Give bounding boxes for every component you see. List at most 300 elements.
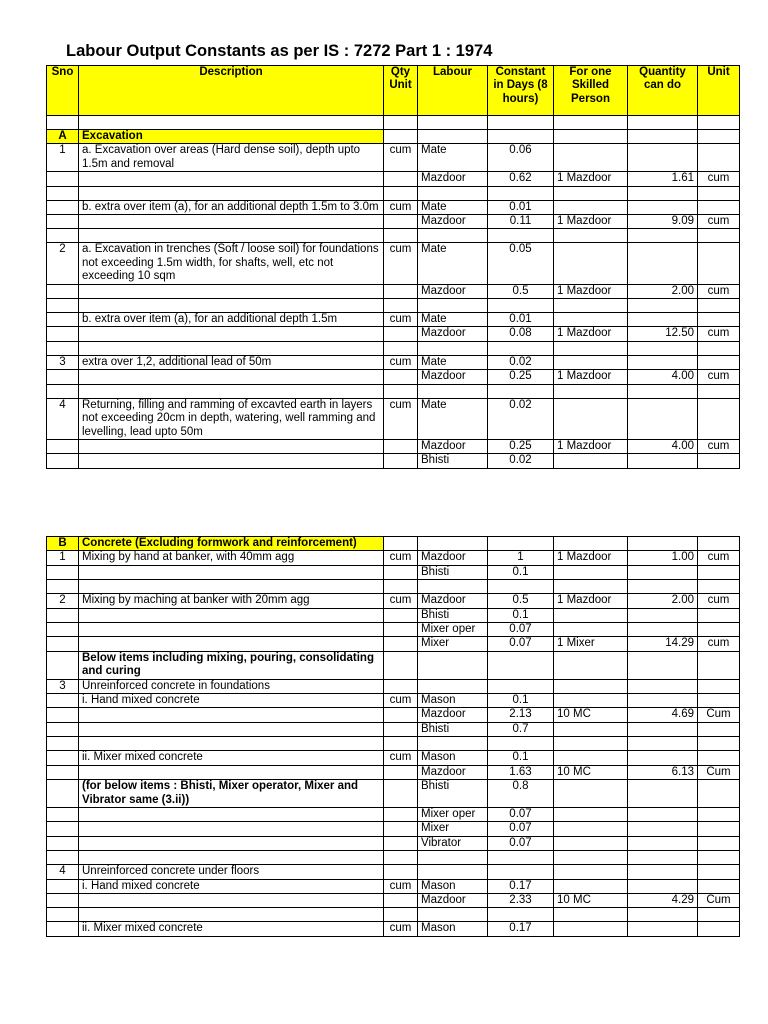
description-cell xyxy=(79,172,384,186)
unit-cell xyxy=(698,751,740,765)
quantity-cell: 1.61 xyxy=(628,172,698,186)
for-one-cell: 10 MC xyxy=(554,893,628,907)
unit-cell xyxy=(698,200,740,214)
unit-cell: cum xyxy=(698,637,740,651)
qty-unit-cell xyxy=(384,370,418,384)
quantity-cell xyxy=(628,822,698,836)
for-one-cell: 1 Mazdoor xyxy=(554,172,628,186)
for-one-cell: 1 Mazdoor xyxy=(554,215,628,229)
table-row xyxy=(47,284,740,298)
quantity-cell xyxy=(628,341,698,355)
empty-cell xyxy=(384,116,418,130)
sno-cell: 3 xyxy=(47,355,79,369)
table-row xyxy=(47,355,740,369)
constant-cell: 0.07 xyxy=(488,637,554,651)
sno-cell: 4 xyxy=(47,865,79,879)
header-row xyxy=(47,66,740,116)
unit-cell: cum xyxy=(698,284,740,298)
sno-cell xyxy=(47,623,79,637)
description-cell: Mixing by maching at banker with 20mm agg xyxy=(79,594,384,608)
constant-cell: 0.02 xyxy=(488,454,554,468)
constant-cell xyxy=(488,384,554,398)
constant-cell: 0.1 xyxy=(488,565,554,579)
for-one-cell xyxy=(554,865,628,879)
table-row xyxy=(47,879,740,893)
unit-cell xyxy=(698,780,740,808)
header-sno: Sno xyxy=(47,66,79,116)
for-one-cell: 1 Mazdoor xyxy=(554,284,628,298)
qty-unit-cell xyxy=(384,623,418,637)
constant-cell: 0.05 xyxy=(488,243,554,284)
unit-cell: cum xyxy=(698,370,740,384)
table-row xyxy=(47,765,740,779)
quantity-cell xyxy=(628,313,698,327)
table-row xyxy=(47,608,740,622)
qty-unit-cell xyxy=(384,284,418,298)
constant-cell xyxy=(488,908,554,922)
labour-cell: Mazdoor xyxy=(418,172,488,186)
unit-cell: cum xyxy=(698,551,740,565)
quantity-cell xyxy=(628,229,698,243)
qty-unit-cell: cum xyxy=(384,200,418,214)
for-one-cell: 10 MC xyxy=(554,765,628,779)
labour-cell xyxy=(418,580,488,594)
unit-cell xyxy=(698,737,740,751)
quantity-cell xyxy=(628,454,698,468)
quantity-cell xyxy=(628,865,698,879)
description-cell xyxy=(79,384,384,398)
labour-cell xyxy=(418,651,488,679)
for-one-cell xyxy=(554,398,628,439)
labour-cell: Mixer oper xyxy=(418,623,488,637)
quantity-cell xyxy=(628,908,698,922)
qty-unit-cell: cum xyxy=(384,879,418,893)
description-cell xyxy=(79,836,384,850)
unit-cell: Cum xyxy=(698,708,740,722)
sno-cell xyxy=(47,313,79,327)
sno-cell xyxy=(47,637,79,651)
constant-cell: 0.5 xyxy=(488,284,554,298)
constant-cell xyxy=(488,679,554,693)
qty-unit-cell xyxy=(384,637,418,651)
empty-cell xyxy=(79,116,384,130)
for-one-cell: 1 Mazdoor xyxy=(554,594,628,608)
quantity-cell xyxy=(628,922,698,936)
quantity-cell: 2.00 xyxy=(628,594,698,608)
labour-cell xyxy=(418,229,488,243)
description-cell xyxy=(79,565,384,579)
sno-cell xyxy=(47,737,79,751)
for-one-cell xyxy=(554,608,628,622)
description-cell xyxy=(79,722,384,736)
labour-cell: Bhisti xyxy=(418,565,488,579)
qty-unit-cell: cum xyxy=(384,594,418,608)
quantity-cell xyxy=(628,737,698,751)
for-one-cell xyxy=(554,565,628,579)
qty-unit-cell xyxy=(384,708,418,722)
table-row xyxy=(47,865,740,879)
constant-cell: 0.07 xyxy=(488,623,554,637)
unit-cell xyxy=(698,922,740,936)
constant-cell: 0.1 xyxy=(488,694,554,708)
for-one-cell: 1 Mazdoor xyxy=(554,327,628,341)
table-row xyxy=(47,313,740,327)
unit-cell: cum xyxy=(698,327,740,341)
for-one-cell xyxy=(554,580,628,594)
spacer-row xyxy=(47,851,740,865)
header-description: Description xyxy=(79,66,384,116)
qty-unit-cell: cum xyxy=(384,551,418,565)
sno-cell xyxy=(47,722,79,736)
for-one-cell xyxy=(554,313,628,327)
qty-unit-cell xyxy=(384,229,418,243)
empty-cell xyxy=(418,130,488,144)
table-row xyxy=(47,679,740,693)
labour-cell xyxy=(418,865,488,879)
for-one-cell: 1 Mazdoor xyxy=(554,439,628,453)
unit-cell: cum xyxy=(698,439,740,453)
empty-cell xyxy=(554,116,628,130)
unit-cell xyxy=(698,299,740,313)
constant-cell: 0.02 xyxy=(488,355,554,369)
labour-cell: Vibrator xyxy=(418,836,488,850)
labour-cell: Mazdoor xyxy=(418,439,488,453)
qty-unit-cell xyxy=(384,865,418,879)
constant-cell: 0.5 xyxy=(488,594,554,608)
constant-cell: 0.7 xyxy=(488,722,554,736)
labour-cell xyxy=(418,679,488,693)
description-cell: Below items including mixing, pouring, consolidating and curing xyxy=(79,651,384,679)
for-one-cell xyxy=(554,186,628,200)
page-title: Labour Output Constants as per IS : 7272 Part 1 : 1974 xyxy=(66,42,493,60)
spacer-row xyxy=(47,341,740,355)
constant-cell xyxy=(488,580,554,594)
description-cell: ii. Mixer mixed concrete xyxy=(79,751,384,765)
unit-cell xyxy=(698,879,740,893)
header-labour: Labour xyxy=(418,66,488,116)
sno-cell: 2 xyxy=(47,594,79,608)
unit-cell: cum xyxy=(698,215,740,229)
sno-cell xyxy=(47,780,79,808)
sno-cell xyxy=(47,836,79,850)
unit-cell xyxy=(698,454,740,468)
empty-cell xyxy=(698,130,740,144)
sno-cell xyxy=(47,893,79,907)
sno-cell xyxy=(47,851,79,865)
table-row xyxy=(47,751,740,765)
quantity-cell: 9.09 xyxy=(628,215,698,229)
qty-unit-cell: cum xyxy=(384,751,418,765)
sno-cell xyxy=(47,327,79,341)
labour-cell: Mate xyxy=(418,200,488,214)
qty-unit-cell xyxy=(384,851,418,865)
constant-cell: 1 xyxy=(488,551,554,565)
description-cell: Returning, filling and ramming of excavted earth in layers not exceeding 20cm in depth, watering, well ramming and levelling, lead upto 50m xyxy=(79,398,384,439)
for-one-cell xyxy=(554,679,628,693)
table-row xyxy=(47,822,740,836)
empty-cell xyxy=(384,130,418,144)
description-cell xyxy=(79,893,384,907)
constant-cell: 0.07 xyxy=(488,836,554,850)
section-sno: B xyxy=(47,537,79,551)
quantity-cell: 6.13 xyxy=(628,765,698,779)
spacer-row xyxy=(47,580,740,594)
table-row xyxy=(47,722,740,736)
constant-cell: 0.01 xyxy=(488,313,554,327)
constant-cell: 0.02 xyxy=(488,398,554,439)
unit-cell: cum xyxy=(698,172,740,186)
unit-cell xyxy=(698,565,740,579)
unit-cell xyxy=(698,651,740,679)
labour-cell xyxy=(418,851,488,865)
for-one-cell xyxy=(554,722,628,736)
sno-cell xyxy=(47,229,79,243)
labour-cell: Mason xyxy=(418,922,488,936)
description-cell: extra over 1,2, additional lead of 50m xyxy=(79,355,384,369)
constant-cell xyxy=(488,229,554,243)
constant-cell: 0.25 xyxy=(488,439,554,453)
quantity-cell xyxy=(628,384,698,398)
unit-cell xyxy=(698,229,740,243)
qty-unit-cell xyxy=(384,822,418,836)
quantity-cell xyxy=(628,299,698,313)
labour-cell: Mazdoor xyxy=(418,327,488,341)
qty-unit-cell xyxy=(384,327,418,341)
quantity-cell xyxy=(628,623,698,637)
table-row xyxy=(47,807,740,821)
constant-cell: 0.25 xyxy=(488,370,554,384)
quantity-cell: 14.29 xyxy=(628,637,698,651)
unit-cell xyxy=(698,623,740,637)
qty-unit-cell: cum xyxy=(384,355,418,369)
qty-unit-cell: cum xyxy=(384,144,418,172)
labour-cell: Mazdoor xyxy=(418,893,488,907)
sno-cell xyxy=(47,908,79,922)
quantity-cell xyxy=(628,851,698,865)
description-cell xyxy=(79,215,384,229)
labour-cell: Mazdoor xyxy=(418,551,488,565)
description-cell xyxy=(79,327,384,341)
description-cell xyxy=(79,623,384,637)
sno-cell xyxy=(47,608,79,622)
labour-cell: Mason xyxy=(418,879,488,893)
constant-cell: 0.01 xyxy=(488,200,554,214)
spacer-row xyxy=(47,908,740,922)
header-unit: Unit xyxy=(698,66,740,116)
constant-cell xyxy=(488,737,554,751)
quantity-cell: 4.29 xyxy=(628,893,698,907)
empty-cell xyxy=(698,116,740,130)
table-row xyxy=(47,594,740,608)
labour-cell xyxy=(418,737,488,751)
constant-cell xyxy=(488,186,554,200)
description-cell: Unreinforced concrete in foundations xyxy=(79,679,384,693)
table-row xyxy=(47,439,740,453)
empty-cell xyxy=(488,130,554,144)
quantity-cell xyxy=(628,565,698,579)
quantity-cell xyxy=(628,679,698,693)
unit-cell xyxy=(698,694,740,708)
quantity-cell xyxy=(628,200,698,214)
for-one-cell xyxy=(554,200,628,214)
unit-cell xyxy=(698,836,740,850)
constant-cell: 0.1 xyxy=(488,751,554,765)
unit-cell xyxy=(698,398,740,439)
labour-cell: Mate xyxy=(418,355,488,369)
labour-cell: Mate xyxy=(418,144,488,172)
for-one-cell xyxy=(554,922,628,936)
qty-unit-cell xyxy=(384,439,418,453)
labour-cell: Bhisti xyxy=(418,454,488,468)
constant-cell xyxy=(488,341,554,355)
for-one-cell xyxy=(554,694,628,708)
qty-unit-cell xyxy=(384,341,418,355)
description-cell xyxy=(79,580,384,594)
table-row xyxy=(47,215,740,229)
unit-cell: Cum xyxy=(698,893,740,907)
table-row xyxy=(47,893,740,907)
sno-cell xyxy=(47,172,79,186)
constant-cell: 0.8 xyxy=(488,780,554,808)
empty-cell xyxy=(488,537,554,551)
sno-cell xyxy=(47,751,79,765)
labour-cell: Mazdoor xyxy=(418,708,488,722)
description-cell xyxy=(79,737,384,751)
description-cell xyxy=(79,807,384,821)
constant-cell xyxy=(488,651,554,679)
for-one-cell xyxy=(554,623,628,637)
labour-cell: Mixer oper xyxy=(418,807,488,821)
table-section-b xyxy=(46,536,740,937)
unit-cell xyxy=(698,355,740,369)
table-row xyxy=(47,637,740,651)
table-row xyxy=(47,623,740,637)
description-cell: Mixing by hand at banker, with 40mm agg xyxy=(79,551,384,565)
sno-cell xyxy=(47,370,79,384)
for-one-cell: 10 MC xyxy=(554,708,628,722)
for-one-cell xyxy=(554,144,628,172)
description-cell: (for below items : Bhisti, Mixer operator, Mixer and Vibrator same (3.ii)) xyxy=(79,780,384,808)
labour-cell: Mixer xyxy=(418,822,488,836)
quantity-cell xyxy=(628,879,698,893)
table-row xyxy=(47,144,740,172)
labour-cell: Mazdoor xyxy=(418,215,488,229)
for-one-cell xyxy=(554,384,628,398)
quantity-cell xyxy=(628,751,698,765)
labour-cell: Mason xyxy=(418,751,488,765)
description-cell: i. Hand mixed concrete xyxy=(79,879,384,893)
sno-cell xyxy=(47,765,79,779)
for-one-cell: 1 Mixer xyxy=(554,637,628,651)
description-cell xyxy=(79,908,384,922)
quantity-cell: 4.00 xyxy=(628,439,698,453)
spacer-row xyxy=(47,299,740,313)
constant-cell: 1.63 xyxy=(488,765,554,779)
section-row xyxy=(47,537,740,551)
table-row xyxy=(47,172,740,186)
sno-cell xyxy=(47,215,79,229)
labour-cell: Bhisti xyxy=(418,780,488,808)
description-cell: b. extra over item (a), for an additional depth 1.5m xyxy=(79,313,384,327)
unit-cell xyxy=(698,865,740,879)
description-cell: i. Hand mixed concrete xyxy=(79,694,384,708)
empty-cell xyxy=(418,537,488,551)
table-row xyxy=(47,243,740,284)
sno-cell xyxy=(47,879,79,893)
spacer-row xyxy=(47,384,740,398)
qty-unit-cell xyxy=(384,893,418,907)
empty-cell xyxy=(488,116,554,130)
quantity-cell xyxy=(628,355,698,369)
header-for-one: For one Skilled Person xyxy=(554,66,628,116)
for-one-cell xyxy=(554,243,628,284)
qty-unit-cell xyxy=(384,565,418,579)
spacer-row xyxy=(47,737,740,751)
unit-cell xyxy=(698,384,740,398)
table-row xyxy=(47,708,740,722)
sno-cell: 3 xyxy=(47,679,79,693)
unit-cell xyxy=(698,908,740,922)
unit-cell xyxy=(698,186,740,200)
sno-cell xyxy=(47,694,79,708)
quantity-cell: 2.00 xyxy=(628,284,698,298)
constant-cell: 0.17 xyxy=(488,879,554,893)
for-one-cell xyxy=(554,355,628,369)
labour-cell: Mixer xyxy=(418,637,488,651)
header-quantity: Quantity can do xyxy=(628,66,698,116)
for-one-cell xyxy=(554,822,628,836)
empty-cell xyxy=(554,130,628,144)
qty-unit-cell xyxy=(384,580,418,594)
sno-cell xyxy=(47,580,79,594)
for-one-cell xyxy=(554,908,628,922)
for-one-cell xyxy=(554,836,628,850)
labour-cell xyxy=(418,299,488,313)
spacer-row xyxy=(47,116,740,130)
qty-unit-cell xyxy=(384,765,418,779)
labour-cell xyxy=(418,341,488,355)
empty-cell xyxy=(418,116,488,130)
quantity-cell xyxy=(628,807,698,821)
quantity-cell xyxy=(628,651,698,679)
section-title: Concrete (Excluding formwork and reinforcement) xyxy=(79,537,384,551)
table-row xyxy=(47,454,740,468)
empty-cell xyxy=(628,537,698,551)
qty-unit-cell: cum xyxy=(384,243,418,284)
for-one-cell xyxy=(554,651,628,679)
constant-cell: 0.62 xyxy=(488,172,554,186)
unit-cell xyxy=(698,722,740,736)
empty-cell xyxy=(628,130,698,144)
table-row xyxy=(47,565,740,579)
header-constant: Constant in Days (8 hours) xyxy=(488,66,554,116)
description-cell xyxy=(79,186,384,200)
table-row xyxy=(47,694,740,708)
sno-cell xyxy=(47,284,79,298)
sno-cell xyxy=(47,565,79,579)
sno-cell xyxy=(47,439,79,453)
for-one-cell xyxy=(554,299,628,313)
empty-cell xyxy=(698,537,740,551)
description-cell: a. Excavation in trenches (Soft / loose soil) for foundations not exceeding 1.5m width, for shafts, well, etc not exceeding 10 sqm xyxy=(79,243,384,284)
description-cell xyxy=(79,765,384,779)
description-cell xyxy=(79,608,384,622)
for-one-cell xyxy=(554,229,628,243)
empty-cell xyxy=(628,116,698,130)
description-cell xyxy=(79,284,384,298)
quantity-cell xyxy=(628,144,698,172)
table-row xyxy=(47,922,740,936)
